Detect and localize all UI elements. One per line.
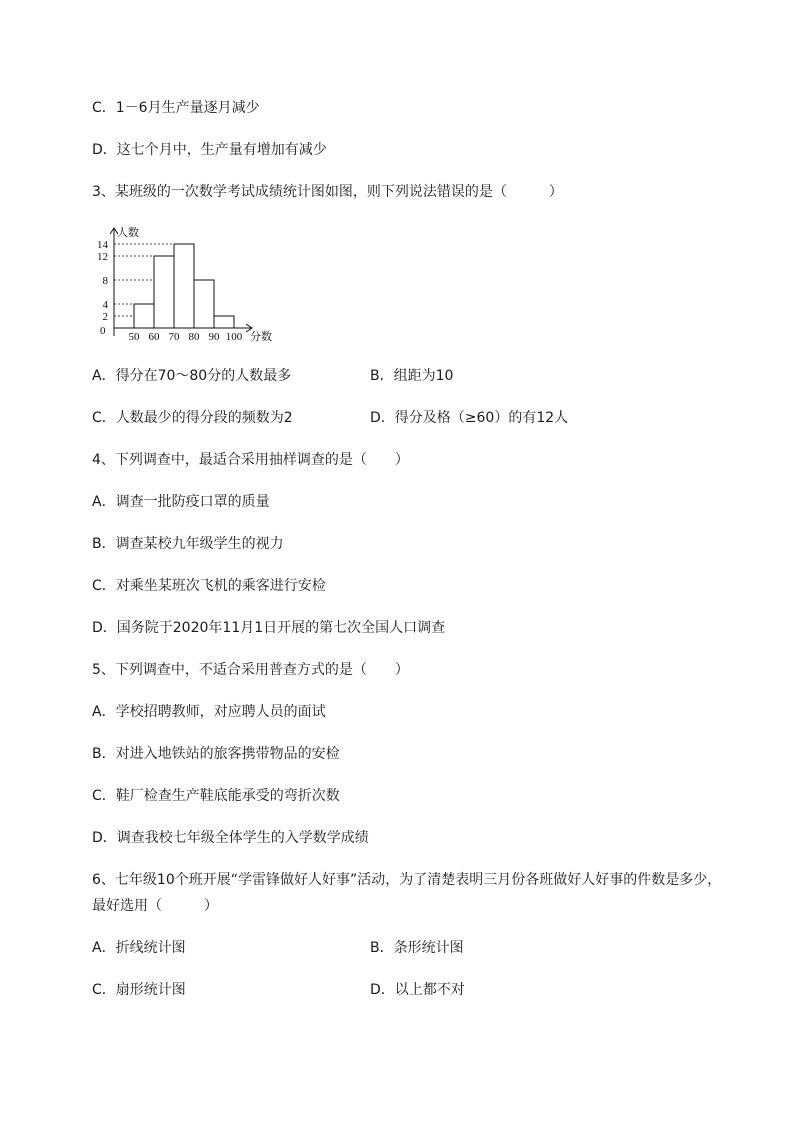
x-tick-label-50: 50 bbox=[128, 331, 140, 343]
q2-option-d: D．这七个月中，生产量有增加有减少 bbox=[92, 142, 327, 158]
y-tick-label-8: 8 bbox=[102, 275, 108, 287]
bar-60-70 bbox=[154, 256, 174, 328]
bar-90-100 bbox=[214, 316, 234, 328]
bar-50-60 bbox=[134, 304, 154, 328]
bar-80-90 bbox=[194, 280, 214, 328]
y-tick-label-12: 12 bbox=[97, 251, 108, 263]
q3-option-a: A．得分在70～80分的人数最多 bbox=[92, 368, 292, 384]
q5-option-a: A．学校招聘教师，对应聘人员的面试 bbox=[92, 704, 326, 720]
origin-label: 0 bbox=[100, 325, 106, 337]
q6-stem: 6、七年级10个班开展“学雷锋做好人好事”活动，为了清楚表明三月份各班做好人好事的件数是多少，最好选用（ ） bbox=[92, 872, 722, 914]
bars bbox=[134, 244, 234, 328]
q3-option-c: C．人数最少的得分段的频数为2 bbox=[92, 410, 293, 426]
q2-option-c: C．1－6月生产量逐月减少 bbox=[92, 100, 260, 116]
x-tick-label-70: 70 bbox=[168, 331, 180, 343]
x-tick-label-60: 60 bbox=[148, 331, 160, 343]
x-tick-label-90: 90 bbox=[208, 331, 220, 343]
q5-stem: 5、下列调查中，不适合采用普查方式的是（ ） bbox=[92, 662, 409, 678]
score-histogram bbox=[86, 224, 286, 344]
x-tick-label-80: 80 bbox=[188, 331, 200, 343]
q4-option-a: A．调查一批防疫口罩的质量 bbox=[92, 494, 270, 510]
q3-option-b: B．组距为10 bbox=[370, 368, 454, 384]
q4-stem: 4、下列调查中，最适合采用抽样调查的是（ ） bbox=[92, 452, 409, 468]
x-axis-label: 分数 bbox=[250, 330, 272, 343]
q6-option-d: D．以上都不对 bbox=[370, 982, 465, 998]
q3-option-d: D．得分及格（≥60）的有12人 bbox=[370, 410, 569, 426]
x-tick-label-100: 100 bbox=[225, 331, 243, 343]
y-tick-labels bbox=[97, 239, 109, 323]
q5-option-b: B．对进入地铁站的旅客携带物品的安检 bbox=[92, 746, 340, 762]
y-tick-label-4: 4 bbox=[102, 299, 108, 311]
q4-option-c: C．对乘坐某班次飞机的乘客进行安检 bbox=[92, 578, 326, 594]
q5-option-d: D．调查我校七年级全体学生的入学数学成绩 bbox=[92, 830, 369, 846]
y-axis-label: 人数 bbox=[117, 226, 139, 239]
y-tick-label-14: 14 bbox=[97, 239, 108, 251]
q4-option-d: D．国务院于2020年11月1日开展的第七次全国人口调查 bbox=[92, 620, 446, 636]
x-tick-labels bbox=[129, 331, 243, 343]
q6-option-a: A．折线统计图 bbox=[92, 940, 186, 956]
bar-70-80 bbox=[174, 244, 194, 328]
q4-option-b: B．调查某校九年级学生的视力 bbox=[92, 536, 284, 552]
q3-stem: 3、某班级的一次数学考试成绩统计图如图，则下列说法错误的是（ ） bbox=[92, 184, 563, 200]
q6-option-c: C．扇形统计图 bbox=[92, 982, 186, 998]
q5-option-c: C．鞋厂检查生产鞋底能承受的弯折次数 bbox=[92, 788, 340, 804]
y-tick-label-2: 2 bbox=[102, 311, 108, 323]
q6-option-b: B．条形统计图 bbox=[370, 940, 464, 956]
